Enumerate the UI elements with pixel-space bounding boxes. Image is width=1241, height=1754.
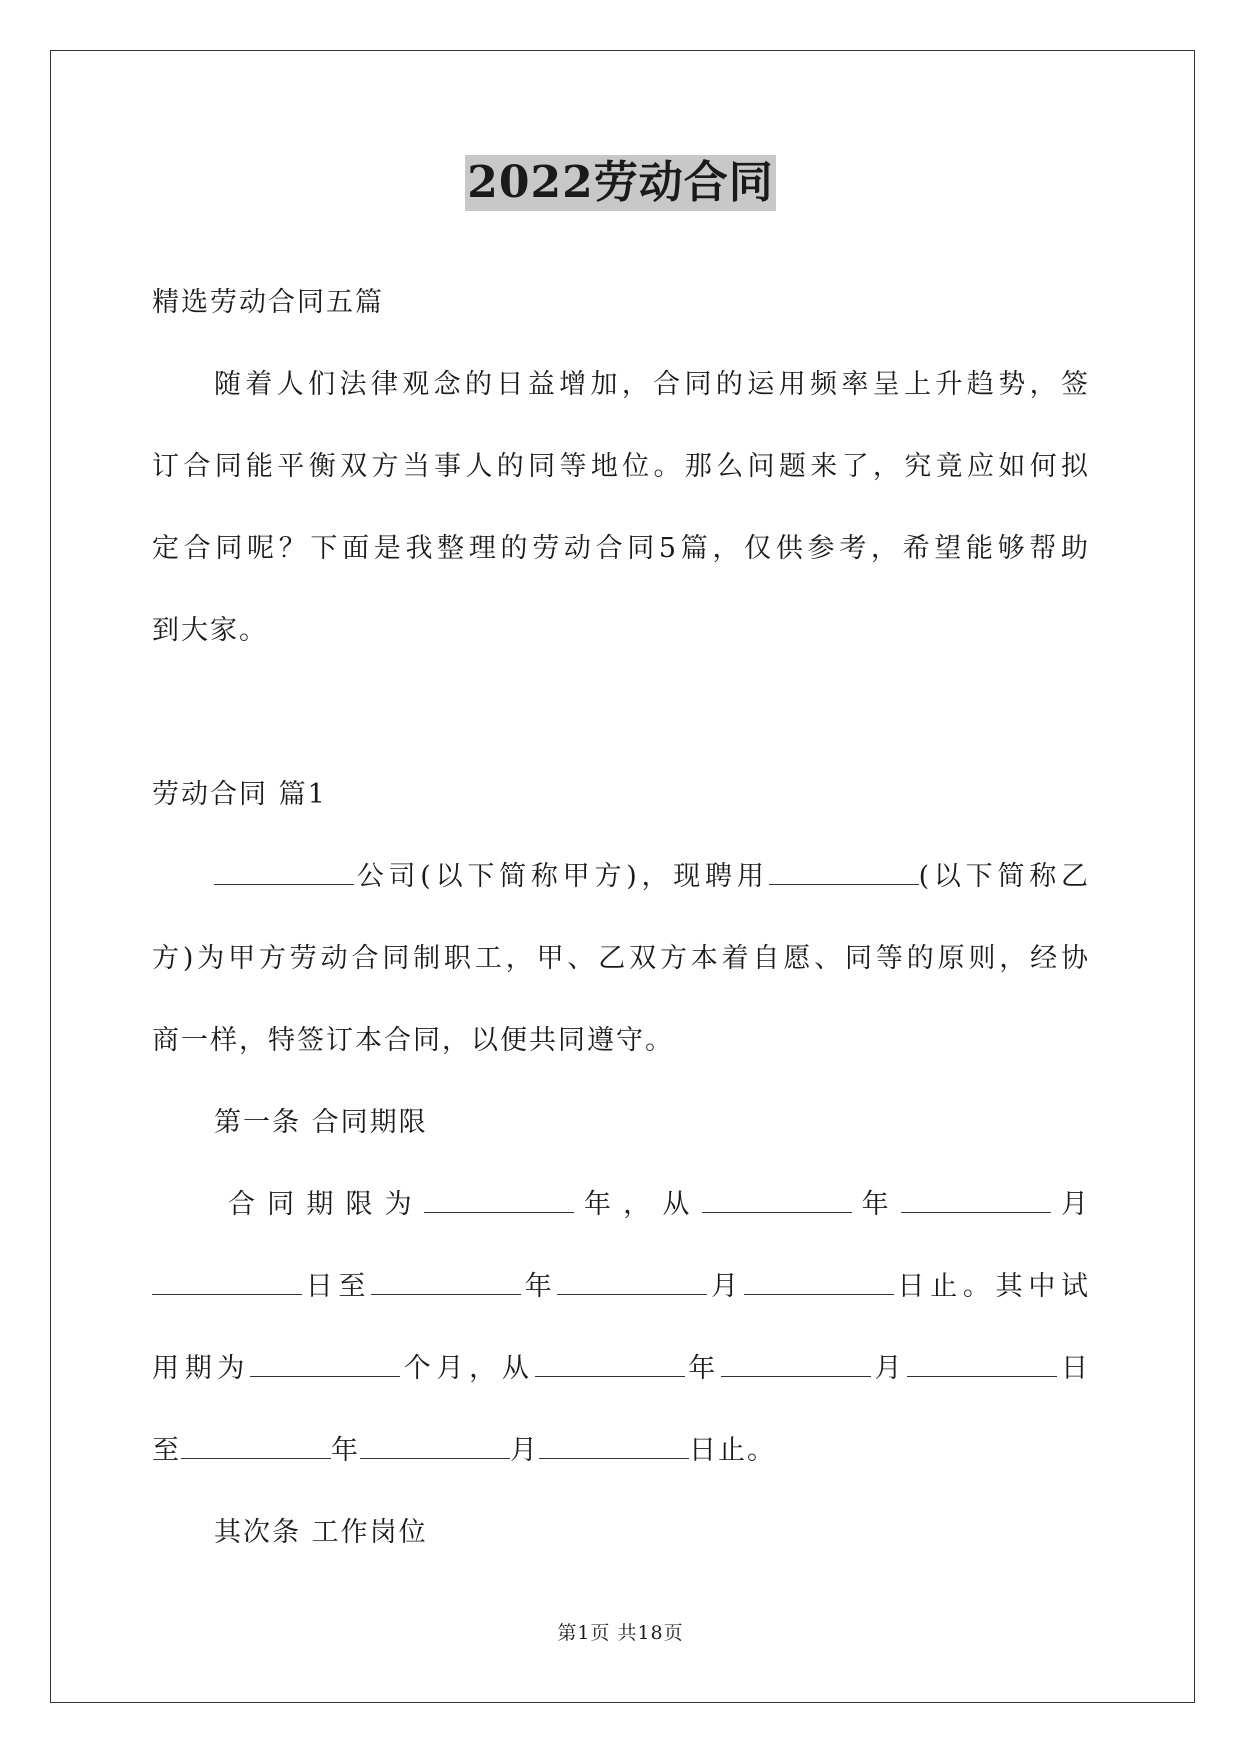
- employee-name-blank[interactable]: [769, 862, 919, 885]
- article1-text: 年: [331, 1435, 360, 1466]
- article1-text: 月: [510, 1435, 539, 1466]
- document-subtitle: 精选劳动合同五篇: [152, 287, 384, 318]
- intro-line-4: 到大家。: [152, 615, 268, 646]
- article1-text: 日止。其中试: [893, 1271, 1091, 1302]
- probation-end-month-blank[interactable]: [360, 1436, 510, 1459]
- article1-text: 至: [152, 1435, 181, 1466]
- article1-text: 年: [521, 1271, 558, 1302]
- probation-months-blank[interactable]: [250, 1354, 400, 1377]
- article1-text: 日至: [302, 1271, 372, 1302]
- section-heading: 劳动合同 篇1: [152, 779, 327, 810]
- intro-line-3: 定合同呢？下面是我整理的劳动合同5篇，仅供参考，希望能够帮助: [152, 533, 1090, 564]
- end-day-blank[interactable]: [744, 1272, 894, 1295]
- para1-line-3: 商一样，特签订本合同，以便共同遵守。: [152, 1025, 674, 1056]
- page-footer: 第1页 共18页: [557, 1622, 684, 1644]
- end-year-blank[interactable]: [371, 1272, 521, 1295]
- probation-end-day-blank[interactable]: [539, 1436, 689, 1459]
- para1-line-2: 方)为甲方劳动合同制职工，甲、乙双方本着自愿、同等的原则，经协: [152, 943, 1090, 974]
- company-name-blank[interactable]: [214, 862, 354, 885]
- article1-text: 用期为: [152, 1353, 251, 1384]
- article1-text: 年: [684, 1353, 721, 1384]
- end-month-blank[interactable]: [557, 1272, 707, 1295]
- term-years-blank[interactable]: [424, 1190, 574, 1213]
- article1-text: 年: [851, 1189, 901, 1220]
- start-year-blank[interactable]: [702, 1190, 852, 1213]
- probation-start-year-blank[interactable]: [535, 1354, 685, 1377]
- start-day-blank[interactable]: [152, 1272, 302, 1295]
- article1-text: 日: [1057, 1353, 1091, 1384]
- article1-heading: 第一条 合同期限: [214, 1107, 428, 1138]
- start-month-blank[interactable]: [901, 1190, 1051, 1213]
- para1-line-1: [152, 836, 1090, 918]
- article1-text: 日止。: [689, 1435, 776, 1466]
- article1-text: 月: [870, 1353, 908, 1384]
- article1-text: 月: [1050, 1189, 1091, 1220]
- para1-partyb-text: (以下简称乙: [918, 861, 1090, 892]
- article1-text: 个月，从: [400, 1353, 535, 1384]
- intro-line-1: 随着人们法律观念的日益增加，合同的运用频率呈上升趋势，签: [214, 369, 1090, 400]
- article1-text: 合同期限为: [228, 1189, 424, 1220]
- probation-end-year-blank[interactable]: [181, 1436, 331, 1459]
- article1-line-4: [152, 1410, 1090, 1492]
- document-body: [152, 262, 1090, 1574]
- article1-line-3: [152, 1328, 1090, 1410]
- article2-heading: 其次条 工作岗位: [214, 1517, 428, 1548]
- article1-line-1: [152, 1164, 1090, 1246]
- article1-text: 月: [707, 1271, 744, 1302]
- intro-line-2: 订合同能平衡双方当事人的同等地位。那么问题来了，究竟应如何拟: [152, 451, 1090, 482]
- document-title: 2022劳动合同: [465, 155, 775, 211]
- probation-start-day-blank[interactable]: [907, 1354, 1057, 1377]
- probation-start-month-blank[interactable]: [721, 1354, 871, 1377]
- spacer: [152, 672, 1090, 754]
- title-container: [0, 155, 1241, 211]
- article1-line-2: [152, 1246, 1090, 1328]
- article1-text: 年，从: [573, 1189, 702, 1220]
- para1-company-text: 公司(以下简称甲方)，现聘用: [354, 861, 769, 892]
